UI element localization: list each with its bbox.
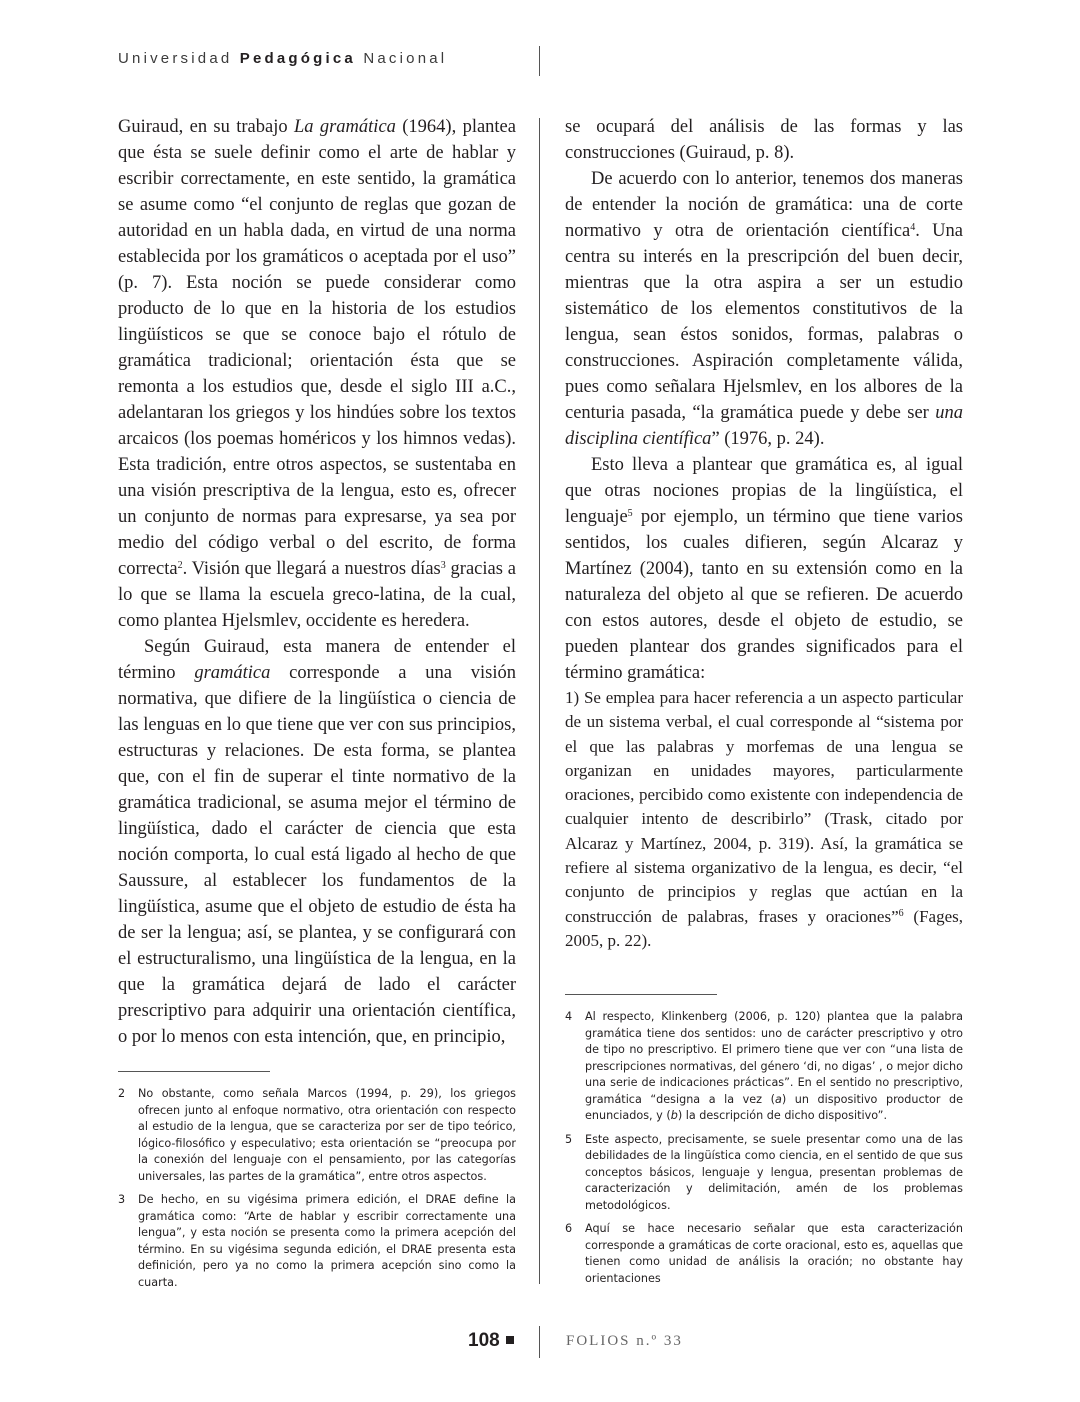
- text-run: De hecho, en su vigésima primera edición, el DRAE define la gramática como: “Arte de hablar y escribir correctamente una lengua”, y esta noción se presenta como la primera acepción del término. En su vigésima segunda edición, el DRAE presenta esta definición, pero ya no como la primera acepción sino como la cuarta.: [138, 1193, 516, 1289]
- running-header: Universidad Pedagógica Nacional: [118, 50, 448, 67]
- footnote-text: [585, 1221, 963, 1287]
- column-divider: [539, 118, 540, 1284]
- text-run: corresponde a una visión normativa, que difiere de la lingüística o ciencia de las lenguas en lo que tiene que ver con sus principios, estructuras y relaciones. De esta forma, se plantea que, con el fin de superar el tinte normativo de la gramática tradicional, se asuma mejor el término de lingüística, dado el carácter de ciencia que esta noción comporta, lo cual está ligado al hecho de que Saussure, al establecer los fundamentos de la lingüística, asume que el objeto de estudio de ésta ha de ser la lengua; así, se plantea, y se configurará con el estructuralismo, una lingüística de la lengua, en la que la gramática dejará de lado el carácter prescriptivo para adquirir una orientación científica, o por lo menos con esta intención, que, en principio,: [118, 663, 516, 1047]
- text-run: gracias a lo que se llama la escuela greco-latina, de la cual, como plantea Hjelsmlev, occidente es heredera.: [118, 559, 516, 631]
- footer-divider: [539, 1326, 540, 1358]
- footnotes-left: [118, 1086, 516, 1298]
- footnote: [565, 1221, 963, 1287]
- text-run: ) la descripción de dicho dispositivo”.: [677, 1109, 888, 1122]
- footnote-text: [585, 1009, 963, 1125]
- paragraph: [118, 114, 516, 634]
- header-bold-word: Pedagógica: [239, 50, 356, 67]
- footnote-marker: 6: [898, 907, 904, 919]
- paragraph: [565, 114, 963, 166]
- page-number: 108: [468, 1330, 514, 1352]
- italic-text: una disciplina científica: [565, 403, 963, 449]
- footnote: [118, 1192, 516, 1291]
- footnote-text: [138, 1086, 516, 1185]
- block-quote: [565, 686, 963, 953]
- header-divider: [539, 46, 540, 76]
- footnote-text: [138, 1192, 516, 1291]
- footnotes-right: [565, 1009, 963, 1294]
- footnote-rule: [565, 994, 717, 995]
- footnote-text: [585, 1132, 963, 1215]
- text-run: . Visión que llegará a nuestros días: [182, 559, 441, 579]
- text-run: 1) Se emplea para hacer referencia a un aspecto particular de un sistema verbal, el cual corresponde al “sistema por el que las palabras y morfemas de una lengua se organizan en unidades mayores, particularmente oraciones, percibido como existente con independencia de cualquier intento de describirlo” (Trask, citado por Alcaraz y Martínez, 2004, p. 319). Así, la gramática se refiere al sistema organizativo de la lengua, es decir, “el conjunto de principios y reglas que actúan en la construcción de palabras, frases y oraciones”: [565, 688, 963, 926]
- italic-text: gramática: [194, 663, 271, 683]
- footnote-marker: 2: [177, 560, 183, 571]
- text-run: No obstante, como señala Marcos (1994, p. 29), los griegos ofrecen junto al enfoque normativo, otra orientación con respecto al estudio de la lengua, que se caracteriza por ser de tipo teórico, lógico-filosófico y especulativo; esta orientación se “preocupa por la conexión del lenguaje con el pensamiento, por las categorías universales, las partes de la gramática”, entre otros aspectos.: [138, 1087, 516, 1183]
- right-column: [565, 114, 963, 953]
- italic-text: La gramática: [293, 117, 396, 137]
- text-run: (Fages, 2005, p. 22).: [565, 906, 963, 950]
- footnote: [565, 1009, 963, 1125]
- text-run: Según Guiraud, esta manera de entender el término: [118, 637, 516, 683]
- left-column: [118, 114, 516, 1050]
- text-run: Este aspecto, precisamente, se suele presentar como una de las debilidades de la lingüística como ciencia, en el sentido de que sus conceptos básicos, lenguaje y lengua, presentan problemas de caracterización y delimitación, amén de los problemas metodológicos.: [585, 1132, 963, 1212]
- text-run: Al respecto, Klinkenberg (2006, p. 120) plantea que la palabra gramática tiene dos sentidos: uno de carácter prescriptivo y otro de tipo no prescriptivo. El primero tiene que ver con “una lista de prescripciones normativas, del género ‘di, no digas’ , o mejor dicho una serie de indicaciones prácticas”. En el sentido no prescriptivo, gramática “designa a la vez (: [585, 1010, 963, 1106]
- text-run: por ejemplo, un término que tiene varios sentidos, los cuales difieren, según Alcaraz y Martínez (2004), tanto en su extensión como en la naturaleza del objeto al que se refieren. De acuerdo con estos autores, desde el objeto de estudio, se pueden plantear dos grandes significados para el término gramática:: [565, 507, 963, 683]
- italic-text: b: [670, 1109, 678, 1122]
- paragraph: [565, 166, 963, 452]
- footnote-number: 2: [118, 1087, 126, 1100]
- text-run: ) un dispositivo productor de enunciados, y (: [585, 1092, 963, 1122]
- footnote-marker: 4: [910, 222, 916, 233]
- footnote-marker: 5: [627, 508, 633, 519]
- square-bullet-icon: [506, 1336, 514, 1344]
- paragraph: [565, 452, 963, 686]
- text-run: Aquí se hace necesario señalar que esta caracterización corresponde a gramáticas de corte oracional, esto es, aquellas que tienen como unidad de análisis la oración; no obstante hay orientaciones: [585, 1222, 963, 1285]
- footnote: [565, 1132, 963, 1215]
- footnote-number: 5: [565, 1132, 573, 1146]
- journal-name: FOLIOS n.º 33: [566, 1333, 683, 1349]
- text-run: se ocupará del análisis de las formas y las construcciones (Guiraud, p. 8).: [565, 117, 963, 163]
- paragraph: [118, 634, 516, 1050]
- text-run: De acuerdo con lo anterior, tenemos dos maneras de entender la noción de gramática: una de corte normativo y otra de orientación científica: [565, 169, 963, 241]
- text-run: (1964), plantea que ésta se suele definir como el arte de hablar y escribir correctamente, en este sentido, la gramática se asume como “el conjunto de reglas que gozan de autoridad en un habla dada, en virtud de una norma establecida por los gramáticos o aceptada por el uso” (p. 7). Esta noción se puede considerar como producto de lo que en la historia de los estudios lingüísticos se que se conoce bajo el rótulo de gramática tradicional; orientación ésta que se remonta a los estudios que, desde el siglo III a.C., adelantaran los griegos y los hindúes sobre los textos arcaicos (los poemas homéricos y los himnos vedas). Esta tradición, entre otros aspectos, se sustentaba en una visión prescriptiva de la lengua, esto es, ofrecer un conjunto de normas para expresarse, ya sea por medio del código verbal o del escrito, de forma correcta: [118, 117, 516, 579]
- footnote-number: 4: [565, 1010, 573, 1023]
- footnote: [118, 1086, 516, 1185]
- text-run: . Una centra su interés en la prescripción del buen decir, mientras que la otra aspira a ser un estudio sistemático de los elementos constitutivos de la lengua, sean éstos sonidos, formas, palabras o construcciones. Aspiración completamente válida, pues como señalara Hjelsmlev, en los albores de la centuria pasada, “la gramática puede y debe ser: [565, 221, 963, 423]
- text-run: Esto lleva a plantear que gramática es, al igual que otras nociones propias de la lingüística, el lenguaje: [565, 455, 963, 527]
- italic-text: a: [774, 1092, 782, 1106]
- footnote-number: 3: [118, 1193, 126, 1206]
- text-run: ” (1976, p. 24).: [711, 429, 825, 449]
- text-run: Guiraud, en su trabajo: [118, 117, 294, 137]
- footnote-number: 6: [565, 1222, 573, 1235]
- footnote-rule: [118, 1071, 270, 1072]
- footnote-marker: 3: [440, 560, 446, 571]
